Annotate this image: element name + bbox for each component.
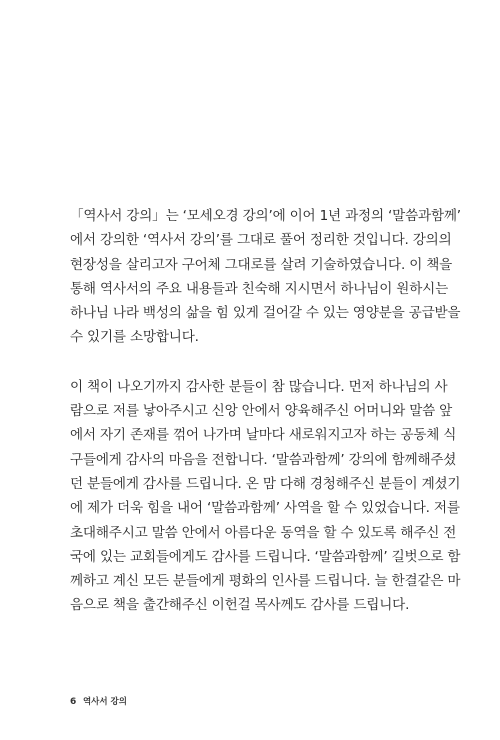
text-line: 초대해주시고 말씀 안에서 아름다운 동역을 할 수 있도록 해주신 전 xyxy=(70,524,457,541)
text-line: 에서 강의한 ‘역사서 강의’를 그대로 풀어 정리한 것입니다. 강의의 xyxy=(70,232,452,249)
text-line: 에서 자기 존재를 꺾어 나가며 날마다 새로워지고자 하는 공동체 식 xyxy=(70,427,457,444)
page-number: 6 xyxy=(70,697,77,707)
text-line: 「역사서 강의」는 ‘모세오경 강의’에 이어 1년 과정의 ‘말씀과함께’ xyxy=(70,208,461,224)
text-line: 국에 있는 교회들에게도 감사를 드립니다. ‘말씀과함께’ 길벗으로 함 xyxy=(70,548,461,565)
text-line: 하나님 나라 백성의 삶을 힘 있게 걸어갈 수 있는 영양분을 공급받을 xyxy=(70,305,461,322)
text-line: 현장성을 살리고자 구어체 그대로를 살려 기술하였습니다. 이 책을 xyxy=(70,256,453,273)
text-line: 던 분들에게 감사를 드립니다. 온 맘 다해 경청해주신 분들이 계셨기 xyxy=(70,475,461,492)
body-text xyxy=(70,204,461,618)
page-footer xyxy=(70,695,127,707)
text-line: 통해 역사서의 주요 내용들과 친숙해 지시면서 하나님이 원하시는 xyxy=(70,280,448,297)
text-line: 수 있기를 소망합니다. xyxy=(70,329,199,346)
text-line: 에 제가 더욱 힘을 내어 ‘말씀과함께’ 사역을 할 수 있었습니다. 저를 xyxy=(70,500,460,517)
running-title: 역사서 강의 xyxy=(82,697,127,707)
text-line: 이 책이 나오기까지 감사한 분들이 참 많습니다. 먼저 하나님의 사 xyxy=(70,378,448,395)
text-line: 음으로 책을 출간해주신 이헌걸 목사께도 감사를 드립니다. xyxy=(70,597,410,614)
text-line: 람으로 저를 낳아주시고 신앙 안에서 양육해주신 어머니와 말씀 앞 xyxy=(70,403,453,420)
text-line: 구들에게 감사의 마음을 전합니다. ‘말씀과함께’ 강의에 함께해주셨 xyxy=(70,451,457,468)
text-line: 께하고 계신 모든 분들에게 평화의 인사를 드립니다. 늘 한결같은 마 xyxy=(70,573,461,590)
paragraph-gap xyxy=(70,350,430,375)
